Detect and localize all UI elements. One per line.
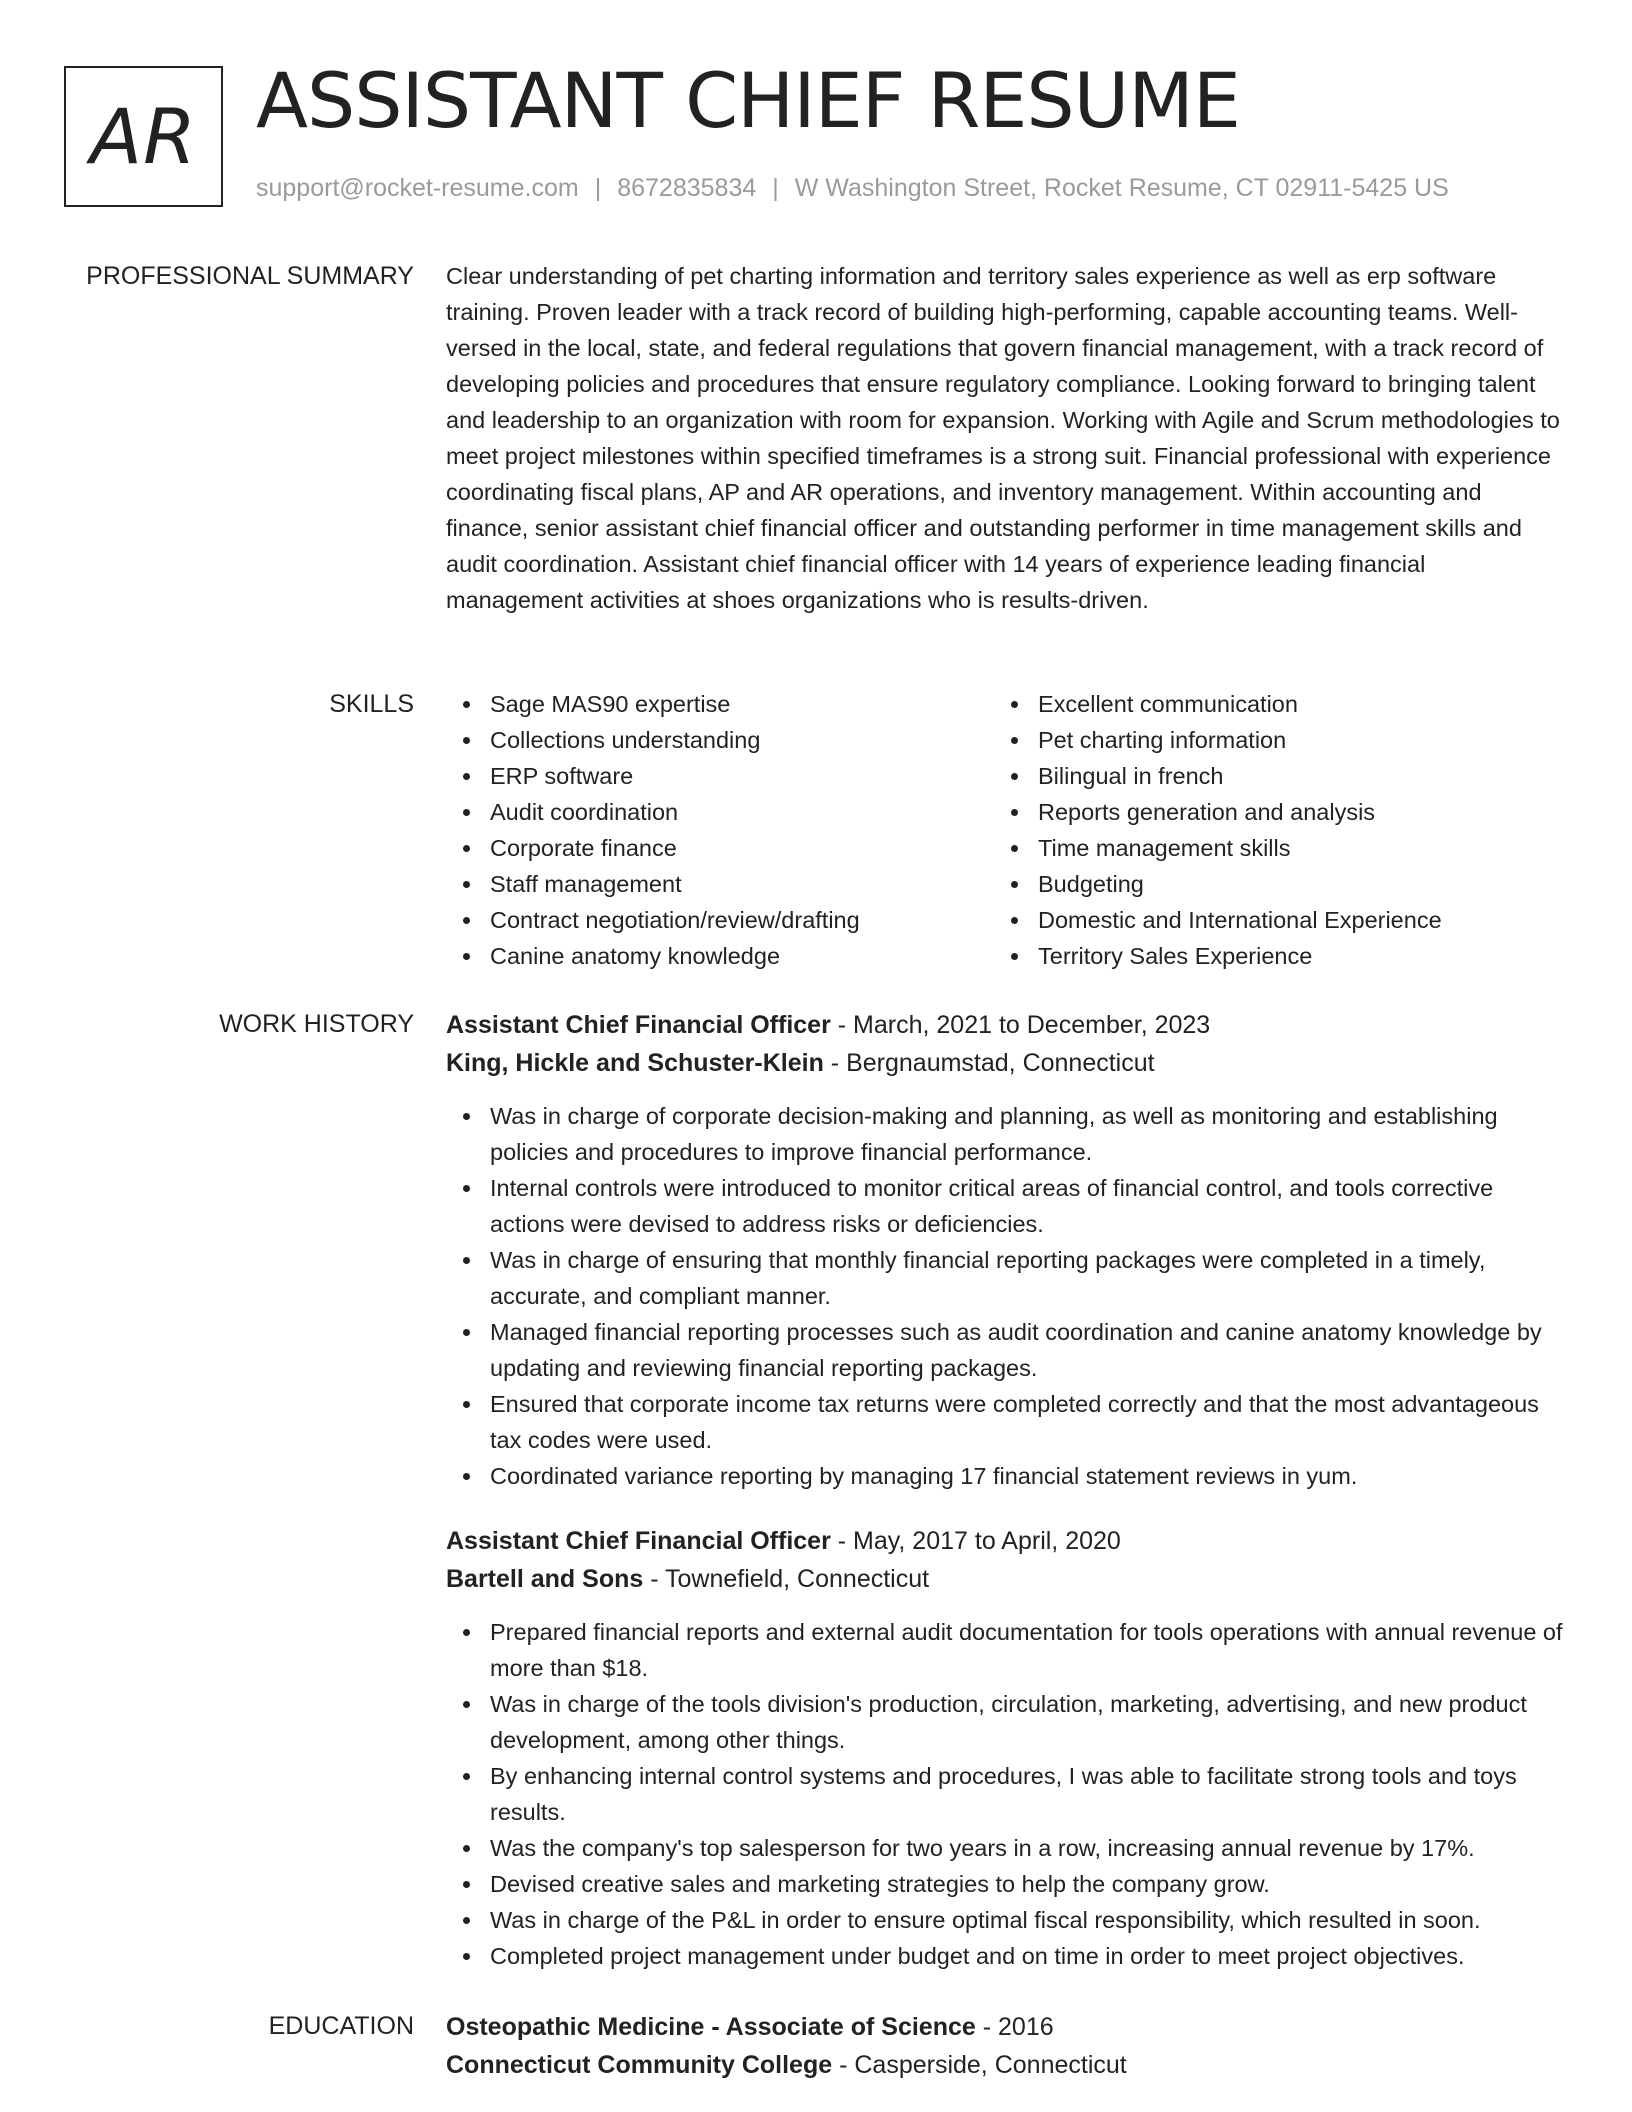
- contact-separator: |: [772, 174, 779, 202]
- contact-phone[interactable]: 8672835834: [617, 174, 757, 202]
- job-bullet: Was the company's top salesperson for two years in a row, increasing annual revenue by 17%.: [446, 1830, 1566, 1866]
- contact-line: [256, 174, 1449, 203]
- job-bullet: Devised creative sales and marketing strategies to help the company grow.: [446, 1866, 1566, 1902]
- skill-item: Domestic and International Experience: [994, 902, 1542, 938]
- monogram-box: [64, 66, 223, 207]
- job-bullet: Coordinated variance reporting by managing 17 financial statement reviews in yum.: [446, 1458, 1566, 1494]
- skill-item: Corporate finance: [446, 830, 994, 866]
- education-school-line: [446, 2046, 1566, 2084]
- skills-list-right: [994, 686, 1542, 974]
- job-bullet: Ensured that corporate income tax returns were completed correctly and that the most advantageous tax codes were used.: [446, 1386, 1566, 1458]
- section-label-work-history: WORK HISTORY: [219, 1010, 414, 1038]
- skill-item: Canine anatomy knowledge: [446, 938, 994, 974]
- skill-item: Sage MAS90 expertise: [446, 686, 994, 722]
- monogram-initials: AR: [90, 92, 197, 181]
- skill-item: Pet charting information: [994, 722, 1542, 758]
- contact-separator: |: [594, 174, 602, 202]
- contact-address: W Washington Street, Rocket Resume, CT 02911-5425 US: [794, 174, 1449, 202]
- job-bullet: Was in charge of the P&L in order to ensure optimal fiscal responsibility, which resulted in soon.: [446, 1902, 1566, 1938]
- education-year: - 2016: [975, 2013, 1054, 2041]
- job-company: King, Hickle and Schuster-Klein: [446, 1049, 824, 1077]
- job-entry: [446, 1522, 1566, 1974]
- skill-item: Bilingual in french: [994, 758, 1542, 794]
- work-history-content: [446, 1006, 1566, 2002]
- job-bullet: Prepared financial reports and external audit documentation for tools operations with annual revenue of more than $18.: [446, 1614, 1566, 1686]
- skill-item: Budgeting: [994, 866, 1542, 902]
- job-bullet: Was in charge of corporate decision-making and planning, as well as monitoring and establishing policies and procedures to improve financial performance.: [446, 1098, 1566, 1170]
- skill-item: Excellent communication: [994, 686, 1542, 722]
- job-bullet: Managed financial reporting processes such as audit coordination and canine anatomy knowledge by updating and reviewing financial reporting packages.: [446, 1314, 1566, 1386]
- job-company-line: [446, 1560, 1566, 1598]
- summary-text: Clear understanding of pet charting information and territory sales experience as well as erp software training. Proven leader with a track record of building high-performing, capable accounting teams. Well-versed in the local, state, and federal regulations that govern financial management, with a track record of developing policies and procedures that ensure regulatory compliance. Looking forward to bringing talent and leadership to an organization with room for expansion. Working with Agile and Scrum methodologies to meet project milestones within specified timeframes is a strong suit. Financial professional with experience coordinating fiscal plans, AP and AR operations, and inventory management. Within accounting and finance, senior assistant chief financial officer and outstanding performer in time management skills and audit coordination. Assistant chief financial officer with 14 years of experience leading financial management activities at shoes organizations who is results-driven.: [446, 263, 1560, 613]
- education-location: - Casperside, Connecticut: [832, 2051, 1127, 2079]
- section-label-education: EDUCATION: [268, 2012, 414, 2040]
- job-company-line: [446, 1044, 1566, 1082]
- resume-title: ASSISTANT CHIEF RESUME: [256, 56, 1240, 145]
- education-content: [446, 2008, 1566, 2084]
- job-entry: [446, 1006, 1566, 1494]
- section-label-summary: PROFESSIONAL SUMMARY: [86, 262, 414, 290]
- job-title: Assistant Chief Financial Officer: [446, 1527, 831, 1555]
- job-bullet: Completed project management under budget and on time in order to meet project objectives.: [446, 1938, 1566, 1974]
- education-school: Connecticut Community College: [446, 2051, 833, 2079]
- job-bullet: Was in charge of ensuring that monthly financial reporting packages were completed in a timely, accurate, and compliant manner.: [446, 1242, 1566, 1314]
- section-label-skills: SKILLS: [329, 690, 414, 718]
- education-degree-line: [446, 2008, 1566, 2046]
- summary-content: [446, 258, 1566, 618]
- skill-item: Reports generation and analysis: [994, 794, 1542, 830]
- job-bullet: Internal controls were introduced to monitor critical areas of financial control, and tools corrective actions were devised to address risks or deficiencies.: [446, 1170, 1566, 1242]
- skill-item: Contract negotiation/review/drafting: [446, 902, 994, 938]
- job-company: Bartell and Sons: [446, 1565, 644, 1593]
- skills-content: [446, 686, 1566, 974]
- skill-item: Time management skills: [994, 830, 1542, 866]
- job-title-line: [446, 1006, 1566, 1044]
- job-title: Assistant Chief Financial Officer: [446, 1011, 831, 1039]
- skill-item: Collections understanding: [446, 722, 994, 758]
- job-bullets: [446, 1098, 1566, 1494]
- job-dates: - March, 2021 to December, 2023: [830, 1011, 1211, 1039]
- job-bullets: [446, 1614, 1566, 1974]
- skill-item: Staff management: [446, 866, 994, 902]
- job-title-line: [446, 1522, 1566, 1560]
- job-location: - Townefield, Connecticut: [643, 1565, 930, 1593]
- job-bullet: By enhancing internal control systems and procedures, I was able to facilitate strong tools and toys results.: [446, 1758, 1566, 1830]
- job-dates: - May, 2017 to April, 2020: [830, 1527, 1121, 1555]
- job-location: - Bergnaumstad, Connecticut: [823, 1049, 1155, 1077]
- job-bullet: Was in charge of the tools division's production, circulation, marketing, advertising, and new product development, among other things.: [446, 1686, 1566, 1758]
- skills-list-left: [446, 686, 994, 974]
- skill-item: Audit coordination: [446, 794, 994, 830]
- skill-item: Territory Sales Experience: [994, 938, 1542, 974]
- contact-email[interactable]: support@rocket-resume.com: [256, 174, 579, 202]
- education-degree: Osteopathic Medicine - Associate of Science: [446, 2013, 976, 2041]
- skill-item: ERP software: [446, 758, 994, 794]
